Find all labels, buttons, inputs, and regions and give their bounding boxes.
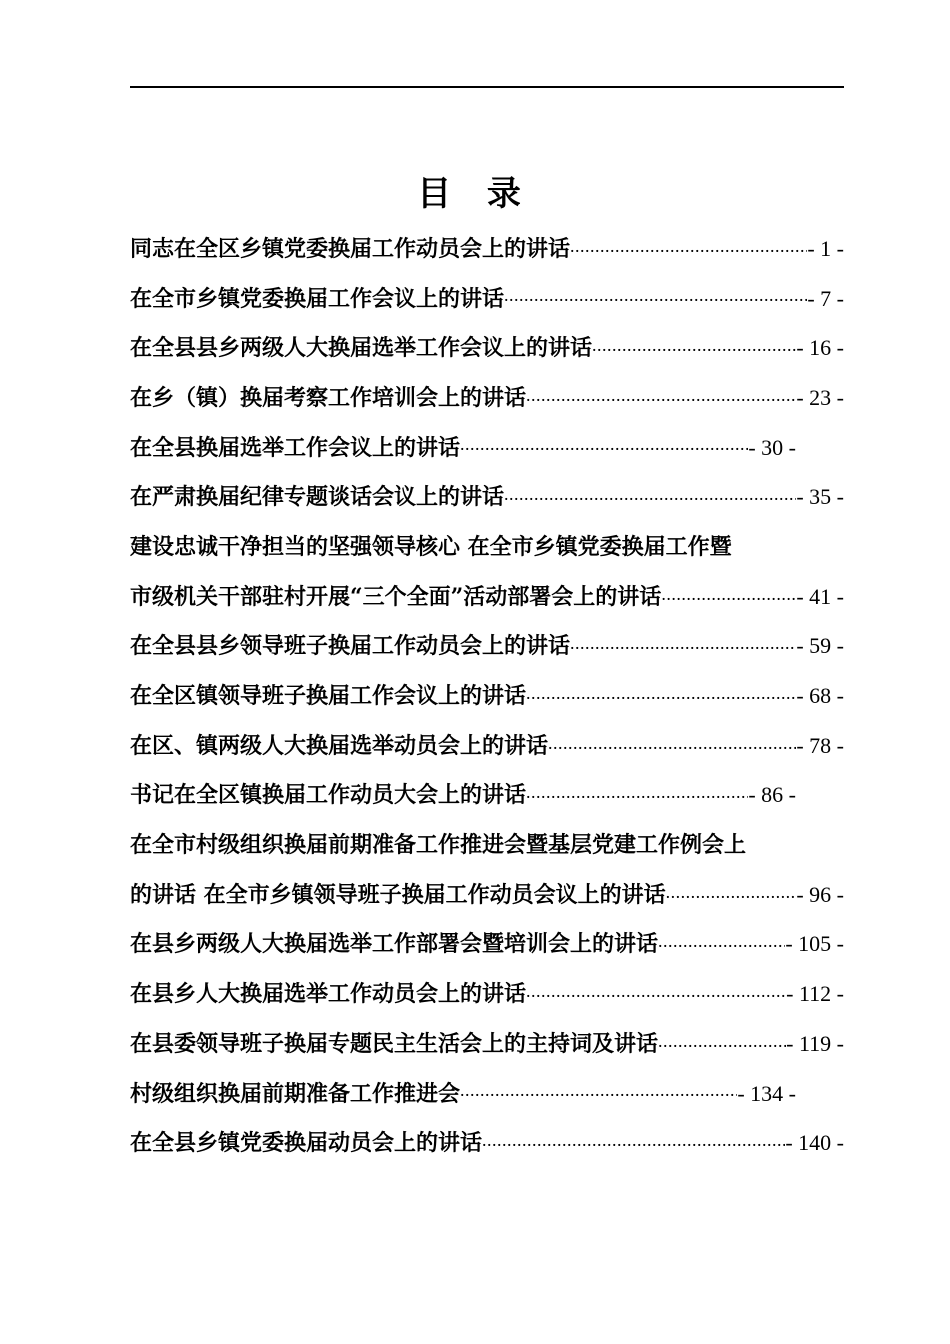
toc-entry[interactable] xyxy=(130,1069,796,1119)
toc-entry-page: - 78 - xyxy=(796,732,844,758)
toc-entry[interactable] xyxy=(130,1118,844,1168)
toc-entry-title: 在全县县乡两级人大换届选举工作会议上的讲话 xyxy=(130,335,593,362)
toc-leader-dots xyxy=(526,976,786,1019)
toc-entry[interactable] xyxy=(130,224,844,274)
toc-leader-dots xyxy=(661,579,796,622)
toc-entry-title: 在县委领导班子换届专题民主生活会上的主持词及讲话 xyxy=(130,1030,659,1057)
toc-entry[interactable] xyxy=(130,771,796,821)
toc-leader-dots xyxy=(504,280,807,323)
toc-entry[interactable] xyxy=(130,572,844,622)
toc-entry-title: 在全县换届选举工作会议上的讲话 xyxy=(130,434,461,461)
toc-entry-title: 在全区镇领导班子换届工作会议上的讲话 xyxy=(130,683,527,710)
toc-entry-page: - 30 - xyxy=(748,434,796,460)
toc-entry[interactable] xyxy=(130,721,844,771)
toc-leader-dots xyxy=(592,330,796,373)
toc-entry-title-line1: 在全市村级组织换届前期准备工作推进会暨基层党建工作例会上 xyxy=(130,832,747,859)
toc-entry-title-line1: 建设忠诚干净担当的坚强领导核心 在全市乡镇党委换届工作暨 xyxy=(130,533,732,560)
toc-entry-page: - 86 - xyxy=(748,782,796,808)
toc-entry-page: - 119 - xyxy=(786,1030,844,1056)
toc-entry-page: - 96 - xyxy=(796,881,844,907)
toc-leader-dots xyxy=(666,877,797,920)
toc-entry[interactable] xyxy=(130,373,844,423)
toc-entry[interactable] xyxy=(130,870,844,920)
toc-leader-dots xyxy=(526,380,796,423)
toc-leader-dots xyxy=(570,231,807,274)
toc-entry[interactable] xyxy=(130,323,844,373)
toc-entry[interactable] xyxy=(130,423,796,473)
toc-entry[interactable] xyxy=(130,671,844,721)
toc-entry-title: 书记在全区镇换届工作动员大会上的讲话 xyxy=(130,782,527,809)
toc-entry-title: 的讲话 在全市乡镇领导班子换届工作动员会议上的讲话 xyxy=(130,881,666,908)
toc-leader-dots xyxy=(460,1075,737,1118)
toc-entry-page: - 41 - xyxy=(796,583,844,609)
toc-entry-page: - 1 - xyxy=(807,235,844,261)
toc-entry-page: - 140 - xyxy=(785,1130,844,1156)
toc-list xyxy=(130,224,844,1168)
toc-entry-title: 村级组织换届前期准备工作推进会 xyxy=(130,1080,461,1107)
toc-entry-page: - 35 - xyxy=(796,484,844,510)
toc-entry[interactable] xyxy=(130,920,844,970)
toc-entry-title: 在乡（镇）换届考察工作培训会上的讲话 xyxy=(130,384,527,411)
toc-entry-title: 在全县县乡领导班子换届工作动员会上的讲话 xyxy=(130,633,571,660)
header-rule xyxy=(130,86,844,88)
toc-entry-page: - 134 - xyxy=(737,1080,796,1106)
toc-entry-title: 在县乡人大换届选举工作动员会上的讲话 xyxy=(130,981,527,1008)
toc-entry[interactable] xyxy=(130,1019,844,1069)
toc-leader-dots xyxy=(482,1125,785,1168)
toc-leader-dots xyxy=(504,479,796,522)
toc-entry-continued-line[interactable] xyxy=(130,522,844,572)
toc-entry-title: 同志在全区乡镇党委换届工作动员会上的讲话 xyxy=(130,235,571,262)
toc-entry[interactable] xyxy=(130,274,844,324)
toc-leader-dots xyxy=(526,777,748,820)
toc-leader-dots xyxy=(570,628,796,671)
toc-entry-title: 在县乡两级人大换届选举工作部署会暨培训会上的讲话 xyxy=(130,931,659,958)
toc-entry-page: - 105 - xyxy=(785,931,844,957)
toc-entry-page: - 59 - xyxy=(796,633,844,659)
toc-entry-page: - 23 - xyxy=(796,384,844,410)
toc-title: 目 录 xyxy=(417,174,533,214)
toc-entry-title: 在严肃换届纪律专题谈话会议上的讲话 xyxy=(130,484,505,511)
toc-entry-page: - 16 - xyxy=(796,335,844,361)
toc-entry[interactable] xyxy=(130,969,844,1019)
toc-leader-dots xyxy=(526,678,796,721)
toc-entry-title: 在全市乡镇党委换届工作会议上的讲话 xyxy=(130,285,505,312)
toc-entry-page: - 7 - xyxy=(807,285,844,311)
toc-entry-title: 市级机关干部驻村开展“三个全面”活动部署会上的讲话 xyxy=(130,583,662,610)
toc-leader-dots xyxy=(460,429,748,472)
toc-entry-title: 在全县乡镇党委换届动员会上的讲话 xyxy=(130,1130,483,1157)
toc-entry-title: 在区、镇两级人大换届选举动员会上的讲话 xyxy=(130,732,549,759)
toc-entry-continued-line[interactable] xyxy=(130,820,844,870)
toc-entry-page: - 112 - xyxy=(786,981,844,1007)
toc-leader-dots xyxy=(548,728,796,771)
toc-entry[interactable] xyxy=(130,472,844,522)
toc-leader-dots xyxy=(658,1026,786,1069)
toc-entry-page: - 68 - xyxy=(796,683,844,709)
toc-leader-dots xyxy=(658,926,785,969)
toc-entry[interactable] xyxy=(130,622,844,672)
